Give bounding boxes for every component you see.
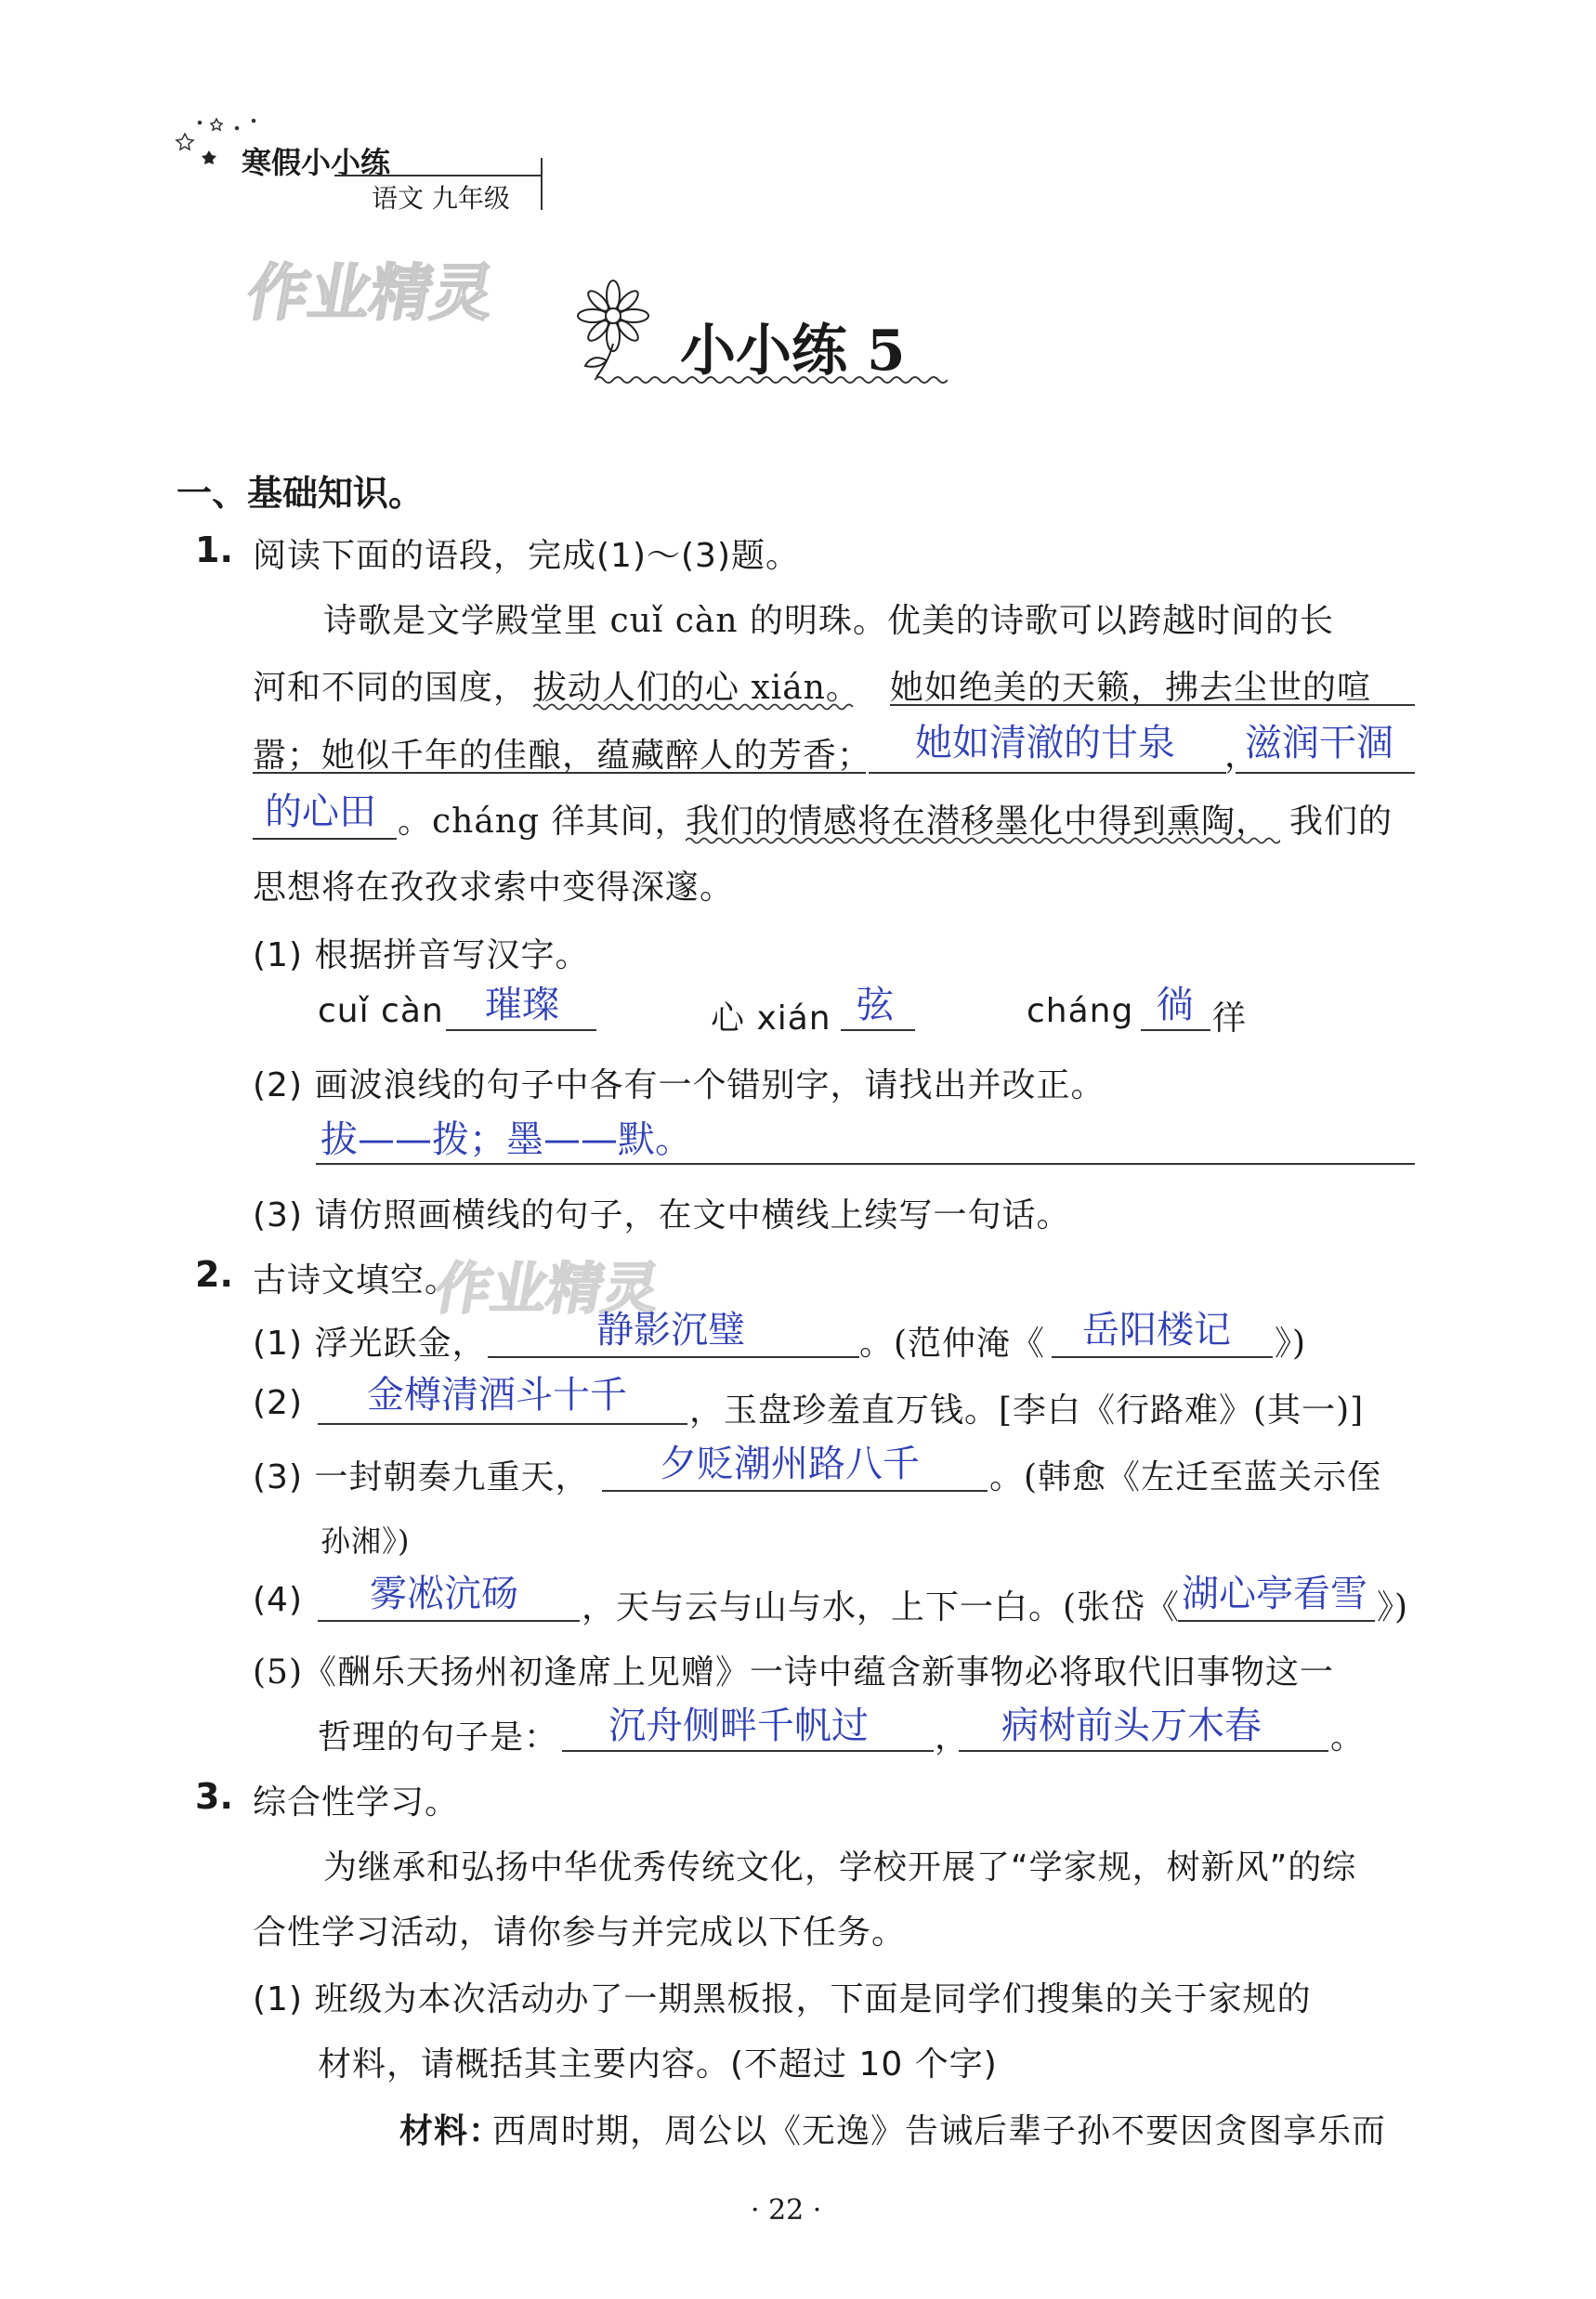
blank2-line-a: [1236, 772, 1415, 774]
q1-para-line4end: 。cháng 徉其间，: [398, 803, 689, 841]
q1-sub1: (1) 根据拼音写汉字。: [253, 936, 590, 974]
q1-sub2-line: [316, 1163, 1415, 1165]
q2-i1-src: 岳阳楼记: [1082, 1309, 1231, 1352]
pinyin1-answer: 璀璨: [485, 984, 559, 1026]
q1-number: 1.: [195, 529, 233, 570]
header-series: 寒假小小练: [242, 145, 391, 180]
wave-underline-1: [533, 702, 855, 712]
pinyin1-line: [446, 1029, 596, 1031]
watermark: 作业精灵: [242, 257, 500, 329]
q1-para-line5: 思想将在孜孜求索中变得深邃。: [253, 869, 735, 907]
underline-sentence-a: [890, 704, 1415, 706]
q2-prompt: 古诗文填空。: [253, 1261, 460, 1300]
q2-i4-answer: 雾凇沆砀: [370, 1573, 518, 1615]
q1-para-line1: 诗歌是文学殿堂里 cuǐ càn 的明珠。优美的诗歌可以跨越时间的长: [323, 602, 1335, 640]
q1-para-comma: ，: [1224, 737, 1260, 775]
q2-i1-mid: 。(范仲淹《: [859, 1325, 1046, 1363]
pinyin3: cháng: [1027, 992, 1134, 1030]
q1-para-line2a: 河和不同的国度，: [253, 669, 529, 707]
blank1-line: [869, 772, 1226, 774]
q3-sub1-line2: 材料，请概括其主要内容。(不超过 10 个字): [318, 2045, 998, 2083]
q3-intro1: 为继承和弘扬中华优秀传统文化，学校开展了“学家规，树新风”的综: [323, 1848, 1357, 1887]
watermark-2: 作业精灵: [429, 1257, 665, 1322]
q2-i2-pre: (2): [253, 1384, 303, 1422]
q1-prompt: 阅读下面的语段，完成(1)～(3)题。: [253, 537, 800, 575]
pinyin2-line: [841, 1029, 915, 1031]
pinyin3-line: [1141, 1029, 1210, 1031]
q2-i5-line-a: [562, 1750, 934, 1752]
underline-sentence-b: [253, 772, 866, 774]
q2-i3-end: 。(韩愈《左迁至蓝关示侄: [989, 1458, 1382, 1496]
q1-para-line4c: 我们的: [1289, 803, 1393, 841]
q2-i2-line: [318, 1423, 687, 1425]
material-text: 西周时期，周公以《无逸》告诫后辈子孙不要因贪图享乐而: [492, 2112, 1387, 2150]
q1-para-line4wave: 我们的情感将在潜移墨化中得到熏陶，: [686, 803, 1271, 841]
q1-sub3: (3) 请仿照画横线的句子，在文中横线上续写一句话。: [253, 1196, 1071, 1234]
q2-i5-comma: ，: [935, 1718, 970, 1757]
q3-sub1-line1: (1) 班级为本次活动办了一期黑板报，下面是同学们搜集的关于家规的: [253, 1980, 1312, 2018]
q2-i3-line: [602, 1490, 988, 1492]
pinyin3-answer: 徜: [1157, 984, 1194, 1026]
q2-i5-answer1: 沉舟侧畔千帆过: [608, 1705, 869, 1747]
blank2-line-b: [253, 838, 397, 840]
q2-i5-answer2: 病树前头万木春: [1001, 1705, 1262, 1747]
flower-icon: [576, 279, 650, 381]
q2-number: 2.: [195, 1254, 233, 1295]
q2-i4-mid: ，天与云与山与水，上下一白。(张岱《: [582, 1588, 1181, 1626]
header-vbar: [541, 158, 543, 210]
pinyin3-tail: 徉: [1212, 999, 1248, 1038]
q3-intro2: 合性学习活动，请你参与并完成以下任务。: [253, 1914, 907, 1952]
q2-i1-pre: (1) 浮光跃金，: [253, 1325, 487, 1363]
q2-i3-pre: (3) 一封朝奏九重天，: [253, 1458, 590, 1496]
q1-para-line2c: 她如绝美的天籁，拂去尘世的喧: [890, 669, 1372, 707]
q3-prompt: 综合性学习。: [253, 1783, 460, 1822]
q2-i1-line: [488, 1356, 859, 1358]
wave-underline-2: [686, 836, 1280, 845]
material-label: 材料：: [399, 2112, 504, 2150]
answer-blank2b: 的心田: [265, 790, 376, 833]
q2-i2-end: ，玉盘珍羞直万钱。[李白《行路难》(其一)]: [689, 1391, 1365, 1430]
answer-blank2a: 滋润干涸: [1245, 722, 1393, 764]
title-wave-underline: [595, 373, 948, 386]
q2-i3-end2: 孙湘》): [321, 1523, 411, 1559]
q2-i3-answer: 夕贬潮州路八千: [660, 1443, 920, 1485]
q2-i4-pre: (4): [253, 1581, 303, 1619]
q2-i5-line-b: [959, 1750, 1328, 1752]
q1-para-line2b: 拔动人们的心 xián。: [533, 669, 860, 707]
q2-i4-line: [318, 1620, 580, 1622]
page-number: · 22 ·: [751, 2194, 822, 2227]
q2-i1-src-line: [1052, 1356, 1273, 1358]
q2-i5-line1: (5)《酬乐天扬州初逢席上见赠》一诗中蕴含新事物必将取代旧事物这一: [253, 1653, 1334, 1692]
pinyin2-answer: 弦: [857, 984, 894, 1026]
q2-i5-end: 。: [1330, 1718, 1366, 1757]
page-title: 小小练 5: [680, 319, 906, 384]
q2-i4-src: 湖心亭看雪: [1182, 1573, 1367, 1615]
q2-i4-end: 》): [1377, 1588, 1409, 1626]
header-subject: 语文 九年级: [372, 183, 510, 214]
q2-i2-answer: 金樽清酒斗十千: [367, 1374, 627, 1417]
q2-i1-end: 》): [1275, 1325, 1307, 1363]
q2-i4-src-line: [1178, 1620, 1375, 1622]
q1-sub2: (2) 画波浪线的句子中各有一个错别字，请找出并改正。: [253, 1066, 1105, 1104]
q2-i1-answer: 静影沉璧: [596, 1309, 745, 1352]
header-divider: [334, 175, 541, 176]
pinyin2: 心 xián: [711, 999, 831, 1038]
section-heading: 一、基础知识。: [177, 473, 425, 514]
answer-blank1: 她如清澈的甘泉: [915, 722, 1175, 764]
q1-para-line3a: 嚣；她似千年的佳酿，蕴藏醉人的芳香；: [253, 737, 872, 775]
pinyin1: cuǐ càn: [318, 992, 444, 1030]
q1-sub2-answer: 拔——拨；墨——默。: [321, 1118, 692, 1161]
q3-number: 3.: [195, 1776, 233, 1817]
q2-i5-line2: 哲理的句子是：: [318, 1718, 559, 1757]
